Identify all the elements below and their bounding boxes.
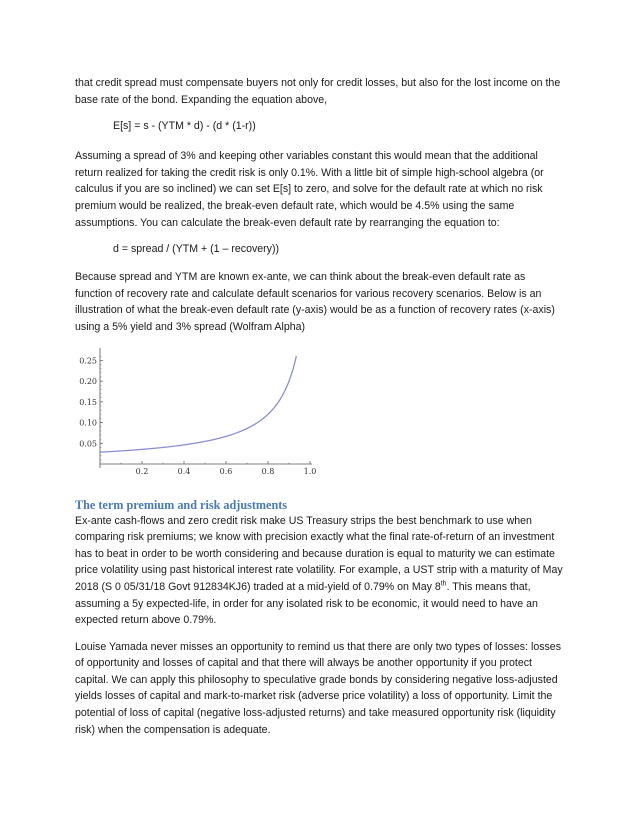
paragraph-treasury-strips-text-end: . This means that, assuming a 5y expected-life, in order for any isolated risk to be economic, it would need to have an expected return above 0.79%. (75, 580, 538, 627)
y-tick-label: 0.25 (79, 355, 97, 365)
paragraph-treasury-strips (75, 513, 565, 629)
equation-breakeven-default: d = spread / (YTM + (1 – recovery)) (113, 243, 280, 256)
ordinal-suffix: th (440, 580, 447, 588)
paragraph-recovery: Because spread and YTM are known ex-ante, we can think about the break-even default rate as function of recovery rate and calculate default scenarios for various recovery scenarios. Below is an illustration of what the break-even default rate (y-axis) would be as a function of recovery rates (x-axis) using a 5% yield and 3% spread (Wolfram Alpha) (75, 271, 555, 333)
section-heading-term-premium: The term premium and risk adjustments (75, 497, 288, 512)
chart-ticks (79, 356, 316, 476)
y-tick-label: 0.15 (79, 397, 97, 407)
y-tick-label: 0.05 (79, 438, 97, 448)
y-tick-label: 0.20 (79, 376, 97, 386)
paragraph-breakeven: Assuming a spread of 3% and keeping other variables constant this would mean that the additional return realized for taking the credit risk is only 0.1%. With a little bit of simple high-school algebra (or calculus if you are so inclined) we can set E[s] to zero, and solve for the default rate at which no risk premium would be realized, the break-even default rate, which would be 4.5% using the same assumptions. You can calculate the break-even default rate by rearranging the equation to: (75, 150, 544, 229)
chart-series (100, 355, 296, 451)
x-tick-label: 0.4 (177, 466, 191, 476)
y-tick-label: 0.10 (79, 418, 97, 428)
series-line (100, 355, 296, 451)
document-page (75, 75, 565, 748)
x-tick-label: 0.8 (261, 466, 275, 476)
x-tick-label: 0.2 (135, 466, 149, 476)
x-tick-label: 0.6 (219, 466, 233, 476)
x-tick-label: 1.0 (303, 466, 317, 476)
paragraph-treasury-strips-text: Ex-ante cash-flows and zero credit risk make US Treasury strips the best benchmark to use when comparing risk premiums; we know with precision exactly what the final rate-of-return of an investment has to beat in order to be worth considering and because duration is equal to maturity we can estimate price volatility using past historical interest rate volatility. For example, a UST strip with a maturity of May 2018 (S 0 05/31/18 Govt 912834KJ6) traded at a mid-yield of 0.79% on May 8 (75, 514, 563, 593)
paragraph-loss-types: Louise Yamada never misses an opportunity to remind us that there are only two types of losses: losses of opportunity and losses of capital and that there will always be another opportunity if you protect capital. We can apply this philosophy to speculative grade bonds by considering negative loss-adjusted yields losses of capital and mark-to-market risk (adverse price volatility) a loss of opportunity. Limit the potential of loss of capital (negative loss-adjusted returns) and take measured opportunity risk (liquidity risk) when the compensation is adequate. (75, 640, 561, 736)
equation-expected-spread: E[s] = s - (YTM * d) - (d * (1-r)) (113, 120, 256, 133)
paragraph-intro: that credit spread must compensate buyers not only for credit losses, but also for the lost income on the base rate of the bond. Expanding the equation above, (75, 77, 561, 106)
breakeven-default-chart (70, 346, 320, 481)
